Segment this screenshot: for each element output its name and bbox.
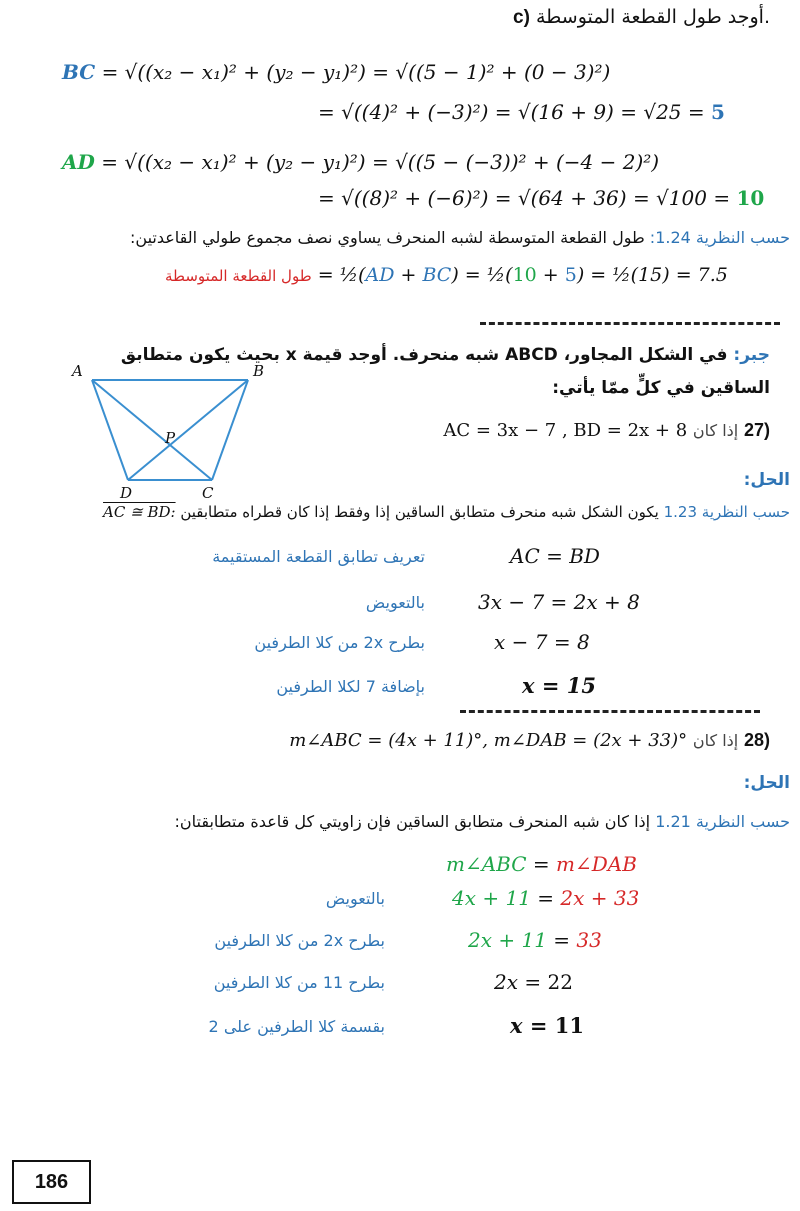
ad-simplify: = √((8)² + (−6)²) = √(64 + 36) = √100 = xyxy=(318,186,731,210)
q27-number: 27) xyxy=(743,420,770,440)
step28-reason-3: بطرح 2x من كلا الطرفين xyxy=(214,931,385,950)
step28-reason-5: بقسمة كلا الطرفين على 2 xyxy=(208,1017,385,1036)
step28-eq-5: x = 11 xyxy=(510,1013,584,1038)
q28-line xyxy=(289,730,770,751)
theorem-1-23 xyxy=(103,503,790,521)
step27-eq-1: AC = BD xyxy=(510,544,600,568)
theorem-1-24-text: طول القطعة المتوسطة لشبه المنحرف يساوي نصف مجموع طولي القاعدتين: xyxy=(130,228,645,247)
ad-line2 xyxy=(318,186,764,210)
trapezoid-figure xyxy=(70,360,270,500)
q28-if: إذا كان xyxy=(692,731,739,750)
step28-right-3: 33 xyxy=(576,928,602,952)
part-c-label: c) xyxy=(513,7,530,28)
theorem-1-21-text: إذا كان شبه المنحرف متطابق الساقين فإن زاويتي كل قاعدة متطابقتان: xyxy=(174,812,651,831)
midsegment-eq1: = ½( xyxy=(317,264,366,286)
solution-label-27: الحل: xyxy=(743,470,790,490)
midsegment-five: 5 xyxy=(564,264,577,286)
q28-number: 28) xyxy=(743,730,770,750)
separator-2 xyxy=(460,710,760,713)
bc-lhs: BC xyxy=(62,60,96,84)
vertex-a-label: A xyxy=(72,362,83,380)
step28-left-4: 2x xyxy=(494,970,519,994)
step27-eq-3: x − 7 = 8 xyxy=(494,630,590,654)
step28-right-1: m∠DAB xyxy=(556,852,637,876)
midsegment-ten: 10 xyxy=(512,264,537,286)
q28-condition: m∠ABC = (4x + 11)°, m∠DAB = (2x + 33)° xyxy=(289,730,688,751)
step27-eq-4: x = 15 xyxy=(522,673,596,698)
midsegment-label: طول القطعة المتوسطة xyxy=(165,267,312,285)
theorem-1-24 xyxy=(130,228,790,247)
midsegment-eq3: ) = ½(15) = 7.5 xyxy=(576,264,728,286)
step28-left-3: 2x + 11 xyxy=(468,928,547,952)
solution-label-28: الحل: xyxy=(743,773,790,793)
step28-eq-1: m∠ABC = m∠DAB xyxy=(446,852,637,876)
step27-reason-1: تعريف تطابق القطعة المستقيمة xyxy=(212,547,425,566)
step28-right-5: 11 xyxy=(554,1013,584,1038)
vertex-b-label: B xyxy=(253,362,265,380)
point-p-label: P xyxy=(165,429,176,447)
bc-simplify: = √((4)² + (−3)²) = √(16 + 9) = √25 = xyxy=(318,100,705,124)
theorem-1-24-ref: حسب النظرية 1.24: xyxy=(649,228,790,247)
step28-right-4: 22 xyxy=(547,970,573,994)
step28-eq-2: 4x + 11 = 2x + 33 xyxy=(452,886,640,910)
theorem-1-23-math: AC ≅ BD: xyxy=(103,503,176,521)
midsegment-bc: BC xyxy=(422,264,452,286)
problem-tag: جبر: xyxy=(733,345,770,365)
midsegment-formula xyxy=(165,264,728,286)
ad-formula: = √((x₂ − x₁)² + (y₂ − y₁)²) = √((5 − (−3))² + (−4 − 2)²) xyxy=(101,150,660,174)
page-number: 186 xyxy=(12,1160,91,1204)
bc-formula: = √((x₂ − x₁)² + (y₂ − y₁)²) = √((5 − 1)² + (0 − 3)²) xyxy=(101,60,611,84)
vertex-d-label: D xyxy=(120,484,133,500)
theorem-1-23-text: يكون الشكل شبه منحرف متطابق الساقين إذا وفقط إذا كان قطراه متطابقين xyxy=(180,503,659,521)
step28-left-1: m∠ABC xyxy=(446,852,527,876)
midsegment-plus: + xyxy=(394,264,423,286)
midsegment-ad: AD xyxy=(365,264,395,286)
part-c-text: أوجد طول القطعة المتوسطة. xyxy=(536,6,770,28)
step28-eq-3: 2x + 11 = 33 xyxy=(468,928,602,952)
step27-reason-2: بالتعويض xyxy=(365,593,425,612)
step28-right-2: 2x + 33 xyxy=(560,886,640,910)
theorem-1-23-ref: حسب النظرية 1.23 xyxy=(663,503,790,521)
theorem-1-21 xyxy=(175,812,790,831)
problem-text2: الساقين في كلٍّ ممّا يأتي: xyxy=(552,378,770,398)
problem-line2 xyxy=(552,378,770,398)
ad-lhs: AD xyxy=(62,150,95,174)
midsegment-eq2: ) = ½( xyxy=(451,264,513,286)
q27-if: إذا كان xyxy=(692,421,739,440)
midsegment-plus2: + xyxy=(536,264,565,286)
step28-left-5: x xyxy=(510,1013,523,1038)
q27-line xyxy=(443,420,770,441)
step28-eq-4: 2x = 22 xyxy=(494,970,573,994)
step27-reason-4: بإضافة 7 لكلا الطرفين xyxy=(276,677,425,696)
step28-reason-4: بطرح 11 من كلا الطرفين xyxy=(213,973,385,992)
step27-reason-3: بطرح 2x من كلا الطرفين xyxy=(254,633,425,652)
step28-reason-2: بالتعويض xyxy=(325,889,385,908)
separator-1 xyxy=(480,322,780,325)
part-c-heading xyxy=(513,6,770,29)
bc-line1 xyxy=(62,60,610,84)
bc-result: 5 xyxy=(711,100,725,124)
ad-result: 10 xyxy=(736,186,765,210)
problem-text1: في الشكل المجاور، ABCD شبه منحرف. أوجد قيمة x بحيث يكون متطابق xyxy=(120,345,728,365)
ad-line1 xyxy=(62,150,659,174)
step27-eq-2: 3x − 7 = 2x + 8 xyxy=(478,590,640,614)
step28-left-2: 4x + 11 xyxy=(452,886,531,910)
q27-condition: AC = 3x − 7 , BD = 2x + 8 xyxy=(443,420,688,441)
theorem-1-21-ref: حسب النظرية 1.21 xyxy=(655,812,790,831)
vertex-c-label: C xyxy=(202,484,214,500)
bc-line2 xyxy=(318,100,725,124)
